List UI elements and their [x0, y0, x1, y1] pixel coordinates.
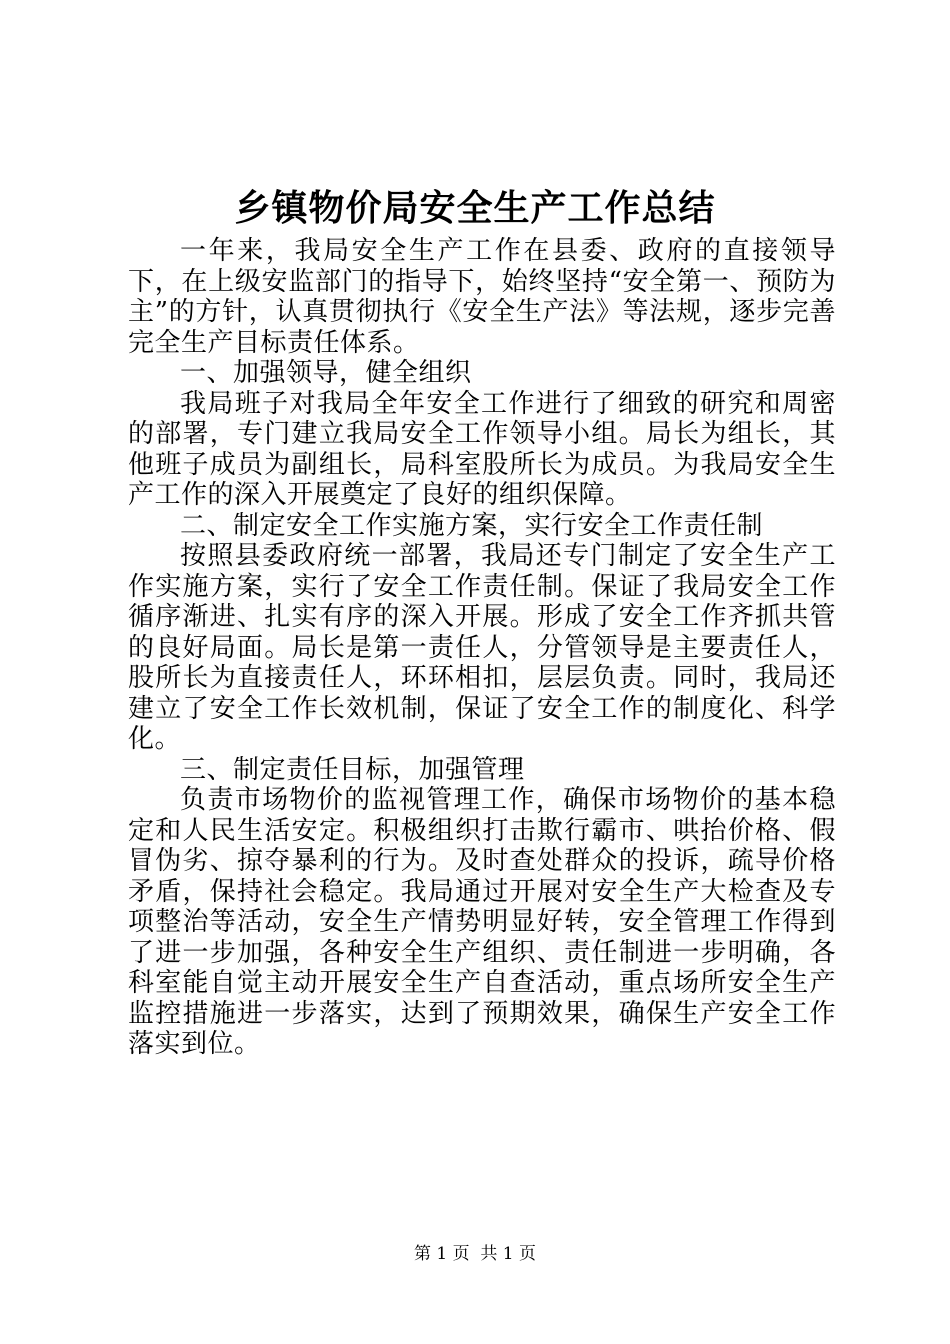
section-paragraph-2: 按照县委政府统一部署，我局还专门制定了安全生产工作实施方案，实行了安全工作责任制。保证了我局安全工作循序渐进、扎实有序的深入开展。形成了安全工作齐抓共管的良好局面。局长是第一责任人，分管领导是主要责任人，股所长为直接责任人，环环相扣，层层负责。同时，我局还建立了安全工作长效机制，保证了安全工作的制度化、科学化。 — [128, 541, 836, 754]
page-footer: 第 1 页 共 1 页 — [413, 1244, 537, 1264]
section-heading-3: 三、制定责任目标，加强管理 — [180, 754, 525, 785]
intro-paragraph: 一年来，我局安全生产工作在县委、政府的直接领导下，在上级安监部门的指导下，始终坚持“安全第一、预防为主”的方针，认真贯彻执行《安全生产法》等法规，逐步完善完全生产目标责任体系。 — [128, 236, 836, 358]
section-paragraph-1: 我局班子对我局全年安全工作进行了细致的研究和周密的部署，专门建立我局安全工作领导小组。局长为组长，其他班子成员为副组长，局科室股所长为成员。为我局安全生产工作的深入开展奠定了良好的组织保障。 — [128, 388, 836, 510]
section-paragraph-3: 负责市场物价的监视管理工作，确保市场物价的基本稳定和人民生活安定。积极组织打击欺行霸市、哄抬价格、假冒伪劣、掠夺暴利的行为。及时查处群众的投诉，疏导价格矛盾，保持社会稳定。我局通过开展对安全生产大检查及专项整治等活动，安全生产情势明显好转，安全管理工作得到了进一步加强，各种安全生产组织、责任制进一步明确，各科室能自觉主动开展安全生产自查活动，重点场所安全生产监控措施进一步落实，达到了预期效果，确保生产安全工作落实到位。 — [128, 785, 836, 1059]
document-body — [128, 236, 836, 1060]
document-title: 乡镇物价局安全生产工作总结 — [234, 187, 716, 229]
section-heading-1: 一、加强领导，健全组织 — [180, 358, 472, 388]
section-heading-2: 二、制定安全工作实施方案，实行安全工作责任制 — [180, 510, 764, 541]
